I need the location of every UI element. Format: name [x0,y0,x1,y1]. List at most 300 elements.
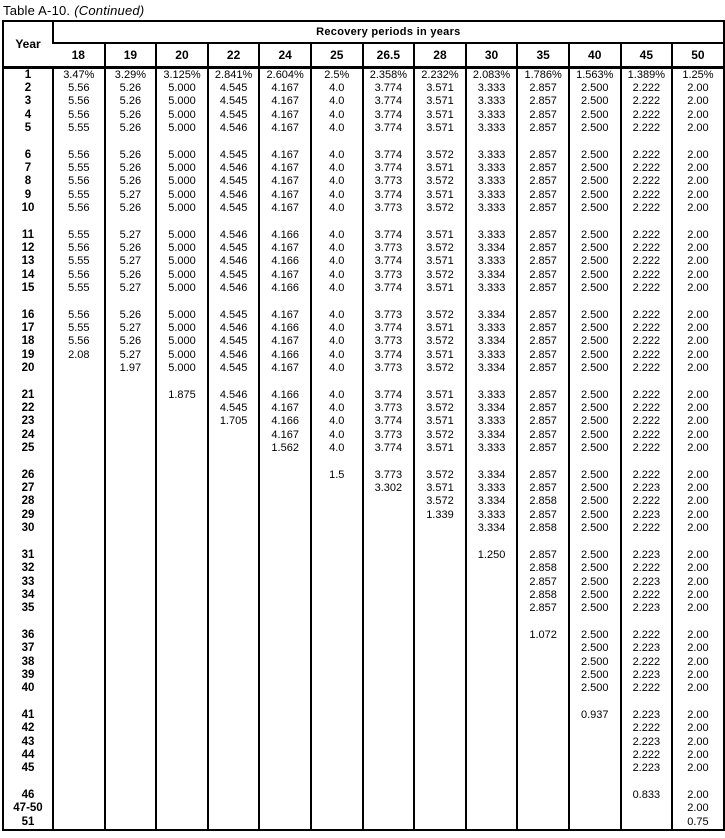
rate-cell: 5.000 [156,269,208,282]
rate-cell: 5.27 [105,189,157,202]
rate-cell: 2.222 [621,349,673,362]
table-row [3,642,724,655]
rate-cell: 2.500 [569,509,621,522]
recovery-period-header-45: 45 [621,43,673,67]
rate-cell: 4.0 [311,335,363,348]
rate-cell: 4.0 [311,362,363,375]
rate-cell: 4.545 [208,242,260,255]
rate-cell [466,589,518,602]
rate-cell: 2.222 [621,122,673,135]
rate-cell: 2.500 [569,109,621,122]
rate-cell: 5.55 [53,282,105,295]
rate-cell: 4.0 [311,255,363,268]
rate-cell [105,722,157,735]
rate-cell: 2.00 [672,802,724,815]
rate-cell [53,415,105,428]
rate-cell: 3.29% [105,67,157,82]
rate-cell: 2.500 [569,335,621,348]
rate-cell: 3.773 [363,269,415,282]
rate-cell [311,602,363,615]
table-row [3,722,724,735]
rate-cell [105,816,157,830]
rate-cell [517,722,569,735]
rate-cell [53,802,105,815]
rate-cell: 1.786% [517,67,569,82]
year-cell: 26 [21,468,35,481]
rate-cell: 5.26 [105,175,157,188]
table-row [3,576,724,589]
rate-cell: 3.773 [363,296,415,322]
group-header-row [3,21,724,43]
rate-cell [156,415,208,428]
rate-cell: 2.00 [672,216,724,242]
rate-cell: 3.333 [466,136,518,162]
rate-cell: 5.000 [156,242,208,255]
rate-cell [311,696,363,722]
rate-cell: 3.334 [466,296,518,322]
year-cell: 29 [21,508,35,521]
rate-cell: 4.166 [259,349,311,362]
rate-cell: 5.56 [53,202,105,215]
rate-cell [466,562,518,575]
rate-cell: 4.0 [311,122,363,135]
rate-cell [105,749,157,762]
year-cell: 3 [24,95,32,108]
table-row [3,175,724,188]
year-cell: 43 [21,735,35,748]
rate-cell: 3.333 [466,122,518,135]
rate-cell [466,816,518,830]
rate-cell: 2.223 [621,576,673,589]
rate-cell: 1.5 [311,456,363,482]
rate-cell: 2.222 [621,175,673,188]
rate-cell: 4.0 [311,175,363,188]
rate-cell: 5.000 [156,322,208,335]
year-cell: 16 [21,308,35,321]
table-row [3,736,724,749]
recovery-periods-header: Recovery periods in years [53,21,724,43]
rate-cell [311,616,363,642]
rate-cell: 2.00 [672,495,724,508]
rate-cell [414,762,466,775]
rate-cell [53,456,105,482]
rate-cell [105,495,157,508]
rate-cell [569,722,621,735]
rate-cell: 2.222 [621,376,673,402]
rate-cell: 4.167 [259,109,311,122]
rate-cell: 0.937 [569,696,621,722]
rate-cell [466,776,518,802]
rate-cell [414,589,466,602]
rate-cell: 2.500 [569,602,621,615]
rate-cell [156,509,208,522]
rate-cell [414,722,466,735]
rate-cell: 2.00 [672,749,724,762]
rate-cell: 3.774 [363,282,415,295]
rate-cell: 1.705 [208,415,260,428]
rate-cell [363,602,415,615]
rate-cell: 5.000 [156,349,208,362]
rate-cell [259,749,311,762]
table-row [3,776,724,802]
rate-cell: 4.167 [259,202,311,215]
rate-cell: 3.773 [363,362,415,375]
rate-cell: 2.500 [569,242,621,255]
rate-cell [156,762,208,775]
rate-cell [53,589,105,602]
rate-cell [311,669,363,682]
rate-cell [414,642,466,655]
rate-cell: 4.0 [311,269,363,282]
table-row [3,482,724,495]
rate-cell: 4.166 [259,216,311,242]
rate-cell: 5.55 [53,255,105,268]
rate-cell [311,656,363,669]
rate-cell [259,642,311,655]
rate-cell: 2.500 [569,442,621,455]
rate-cell: 2.500 [569,562,621,575]
rate-cell: 2.00 [672,429,724,442]
rate-cell: 2.00 [672,242,724,255]
rate-cell: 2.857 [517,322,569,335]
rate-cell: 2.00 [672,522,724,535]
rate-cell [363,816,415,830]
rate-cell: 4.0 [311,429,363,442]
rate-cell [414,736,466,749]
rate-cell [105,522,157,535]
rate-cell [105,696,157,722]
rate-cell [363,522,415,535]
rate-cell [156,482,208,495]
rate-cell: 2.08 [53,349,105,362]
table-row [3,189,724,202]
rate-cell: 2.00 [672,362,724,375]
rate-cell: 3.334 [466,269,518,282]
year-cell: 2 [24,81,32,94]
rate-cell [363,642,415,655]
rate-cell [363,682,415,695]
rate-cell: 1.97 [105,362,157,375]
rate-cell: 3.773 [363,456,415,482]
rate-cell: 5.55 [53,189,105,202]
rate-cell [259,736,311,749]
rate-cell: 5.000 [156,296,208,322]
rate-cell [53,682,105,695]
rate-cell: 2.857 [517,536,569,562]
rate-cell [105,656,157,669]
table-row [3,749,724,762]
rate-cell [466,762,518,775]
rate-cell: 3.334 [466,522,518,535]
rate-cell: 4.167 [259,122,311,135]
rate-cell: 2.857 [517,296,569,322]
rate-cell: 2.222 [621,656,673,669]
rate-cell: 4.0 [311,402,363,415]
rate-cell: 5.26 [105,95,157,108]
table-row [3,495,724,508]
rate-cell [259,802,311,815]
rate-cell [53,656,105,669]
rate-cell: 1.875 [156,376,208,402]
rate-cell: 2.857 [517,175,569,188]
year-cell: 19 [21,348,35,361]
rate-cell [156,562,208,575]
rate-cell [156,749,208,762]
rate-cell: 1.562 [259,442,311,455]
rate-cell [466,602,518,615]
rate-cell: 4.167 [259,82,311,95]
rate-cell: 2.00 [672,669,724,682]
rate-cell: 1.25% [672,67,724,82]
rate-cell: 3.334 [466,402,518,415]
rate-cell [517,656,569,669]
rate-cell [156,495,208,508]
rate-cell: 4.0 [311,415,363,428]
table-row [3,616,724,642]
rate-cell [517,762,569,775]
rate-cell: 3.333 [466,282,518,295]
rate-cell [259,495,311,508]
rate-cell: 5.27 [105,255,157,268]
rate-cell: 3.774 [363,349,415,362]
rate-cell [53,722,105,735]
rate-cell [53,429,105,442]
rate-cell: 2.00 [672,576,724,589]
rate-cell [414,682,466,695]
table-row [3,122,724,135]
rate-cell: 2.222 [621,495,673,508]
rate-cell: 5.000 [156,189,208,202]
rate-cell [414,536,466,562]
rate-cell: 4.167 [259,362,311,375]
year-cell: 9 [24,188,32,201]
rate-cell: 5.26 [105,82,157,95]
rate-cell: 4.545 [208,136,260,162]
rate-cell: 2.358% [363,67,415,82]
rate-cell: 2.500 [569,136,621,162]
rate-cell: 2.223 [621,642,673,655]
year-cell: 7 [24,161,32,174]
rate-cell [208,749,260,762]
rate-cell: 2.858 [517,562,569,575]
rate-cell: 5.55 [53,322,105,335]
rate-cell: 2.500 [569,429,621,442]
recovery-period-header-50: 50 [672,43,724,67]
rate-cell: 3.774 [363,189,415,202]
rate-cell [259,656,311,669]
year-cell: 47-50 [13,802,43,815]
rate-cell [259,602,311,615]
rate-cell: 2.500 [569,269,621,282]
rate-cell [208,682,260,695]
rate-cell: 4.167 [259,136,311,162]
rate-cell: 4.167 [259,175,311,188]
year-cell: 8 [24,175,32,188]
table-row [3,762,724,775]
rate-cell: 2.00 [672,509,724,522]
year-cell: 42 [21,722,35,735]
rate-cell: 5.000 [156,82,208,95]
rate-cell: 2.223 [621,509,673,522]
rate-cell: 3.571 [414,109,466,122]
rate-cell [311,642,363,655]
rate-cell [311,482,363,495]
year-cell: 21 [21,388,35,401]
rate-cell [259,616,311,642]
rate-cell [311,536,363,562]
rate-cell: 5.27 [105,349,157,362]
rate-cell: 3.333 [466,175,518,188]
rate-cell [208,495,260,508]
table-row [3,255,724,268]
rate-cell: 3.572 [414,175,466,188]
rate-cell: 2.500 [569,95,621,108]
rate-cell: 3.571 [414,162,466,175]
rate-cell [259,482,311,495]
rate-cell: 2.857 [517,429,569,442]
rate-cell [363,722,415,735]
rate-cell: 2.222 [621,722,673,735]
column-header-row [3,43,724,67]
rate-cell: 2.222 [621,322,673,335]
rate-cell: 2.500 [569,282,621,295]
rate-cell: 2.500 [569,456,621,482]
rate-cell [208,802,260,815]
rate-cell: 2.00 [672,349,724,362]
rate-cell [208,482,260,495]
rate-cell: 2.857 [517,576,569,589]
rate-cell: 2.857 [517,202,569,215]
rate-cell [105,429,157,442]
rate-cell [259,696,311,722]
rate-cell: 2.222 [621,255,673,268]
rate-cell: 5.26 [105,335,157,348]
rate-cell: 5.56 [53,335,105,348]
rate-cell: 5.000 [156,216,208,242]
rate-cell: 4.545 [208,362,260,375]
rate-cell: 2.500 [569,255,621,268]
rate-cell: 3.773 [363,202,415,215]
rate-cell: 3.571 [414,349,466,362]
rate-cell: 2.00 [672,82,724,95]
rate-cell: 3.571 [414,282,466,295]
year-cell: 35 [21,602,35,615]
rate-cell: 4.167 [259,189,311,202]
rate-cell: 2.500 [569,189,621,202]
rate-cell: 2.604% [259,67,311,82]
rate-cell [105,642,157,655]
rate-cell: 5.000 [156,136,208,162]
rate-cell: 3.333 [466,415,518,428]
rate-cell: 3.572 [414,335,466,348]
rate-cell: 2.222 [621,162,673,175]
rate-cell: 4.546 [208,122,260,135]
rate-cell [53,402,105,415]
rate-cell [156,642,208,655]
rate-cell: 2.222 [621,522,673,535]
rate-cell: 2.500 [569,589,621,602]
rate-cell [569,749,621,762]
rate-cell: 2.00 [672,402,724,415]
rate-cell: 2.500 [569,202,621,215]
rate-cell: 3.572 [414,269,466,282]
rate-cell [53,696,105,722]
rate-cell [414,602,466,615]
rate-cell: 0.75 [672,816,724,830]
rate-cell [208,429,260,442]
rate-cell: 4.0 [311,109,363,122]
rate-cell: 2.00 [672,736,724,749]
rate-cell [569,762,621,775]
rate-cell: 4.0 [311,442,363,455]
rate-cell: 2.083% [466,67,518,82]
table-row [3,429,724,442]
rate-cell: 3.334 [466,495,518,508]
rate-cell: 2.222 [621,109,673,122]
rate-cell: 2.223 [621,696,673,722]
rate-cell: 4.546 [208,162,260,175]
rate-cell [105,762,157,775]
table-title-continued: (Continued) [74,3,145,18]
rate-cell [53,616,105,642]
recovery-period-header-26.5: 26.5 [363,43,415,67]
rate-cell: 2.00 [672,642,724,655]
rate-cell [259,722,311,735]
rate-cell [53,536,105,562]
rate-cell: 2.500 [569,656,621,669]
rate-cell: 2.500 [569,376,621,402]
table-row [3,269,724,282]
rate-cell: 3.334 [466,456,518,482]
rate-cell: 2.857 [517,509,569,522]
rate-cell: 3.774 [363,376,415,402]
rate-cell [105,669,157,682]
rate-cell: 2.500 [569,642,621,655]
rate-cell: 3.773 [363,335,415,348]
year-cell: 13 [21,255,35,268]
rate-cell: 2.858 [517,589,569,602]
year-cell: 44 [21,748,35,761]
rate-cell [208,776,260,802]
rate-cell: 2.00 [672,109,724,122]
rate-cell: 2.500 [569,669,621,682]
year-cell: 31 [21,548,35,561]
year-column-header: Year [3,21,53,67]
rate-cell: 2.00 [672,296,724,322]
rate-cell: 5.26 [105,242,157,255]
rate-cell [311,682,363,695]
table-row [3,67,724,82]
rate-cell: 1.563% [569,67,621,82]
table-row [3,376,724,402]
rate-cell: 3.125% [156,67,208,82]
rate-cell [621,802,673,815]
rate-cell [466,642,518,655]
rate-cell [517,669,569,682]
recovery-period-header-20: 20 [156,43,208,67]
rate-cell [569,816,621,830]
rate-cell: 2.00 [672,562,724,575]
rate-cell: 2.222 [621,456,673,482]
rate-cell: 2.857 [517,216,569,242]
rate-cell: 3.333 [466,162,518,175]
rate-cell [569,736,621,749]
rate-cell: 3.571 [414,82,466,95]
rate-cell: 4.0 [311,282,363,295]
rate-cell: 3.333 [466,95,518,108]
rate-cell [53,776,105,802]
rate-cell: 3.773 [363,429,415,442]
